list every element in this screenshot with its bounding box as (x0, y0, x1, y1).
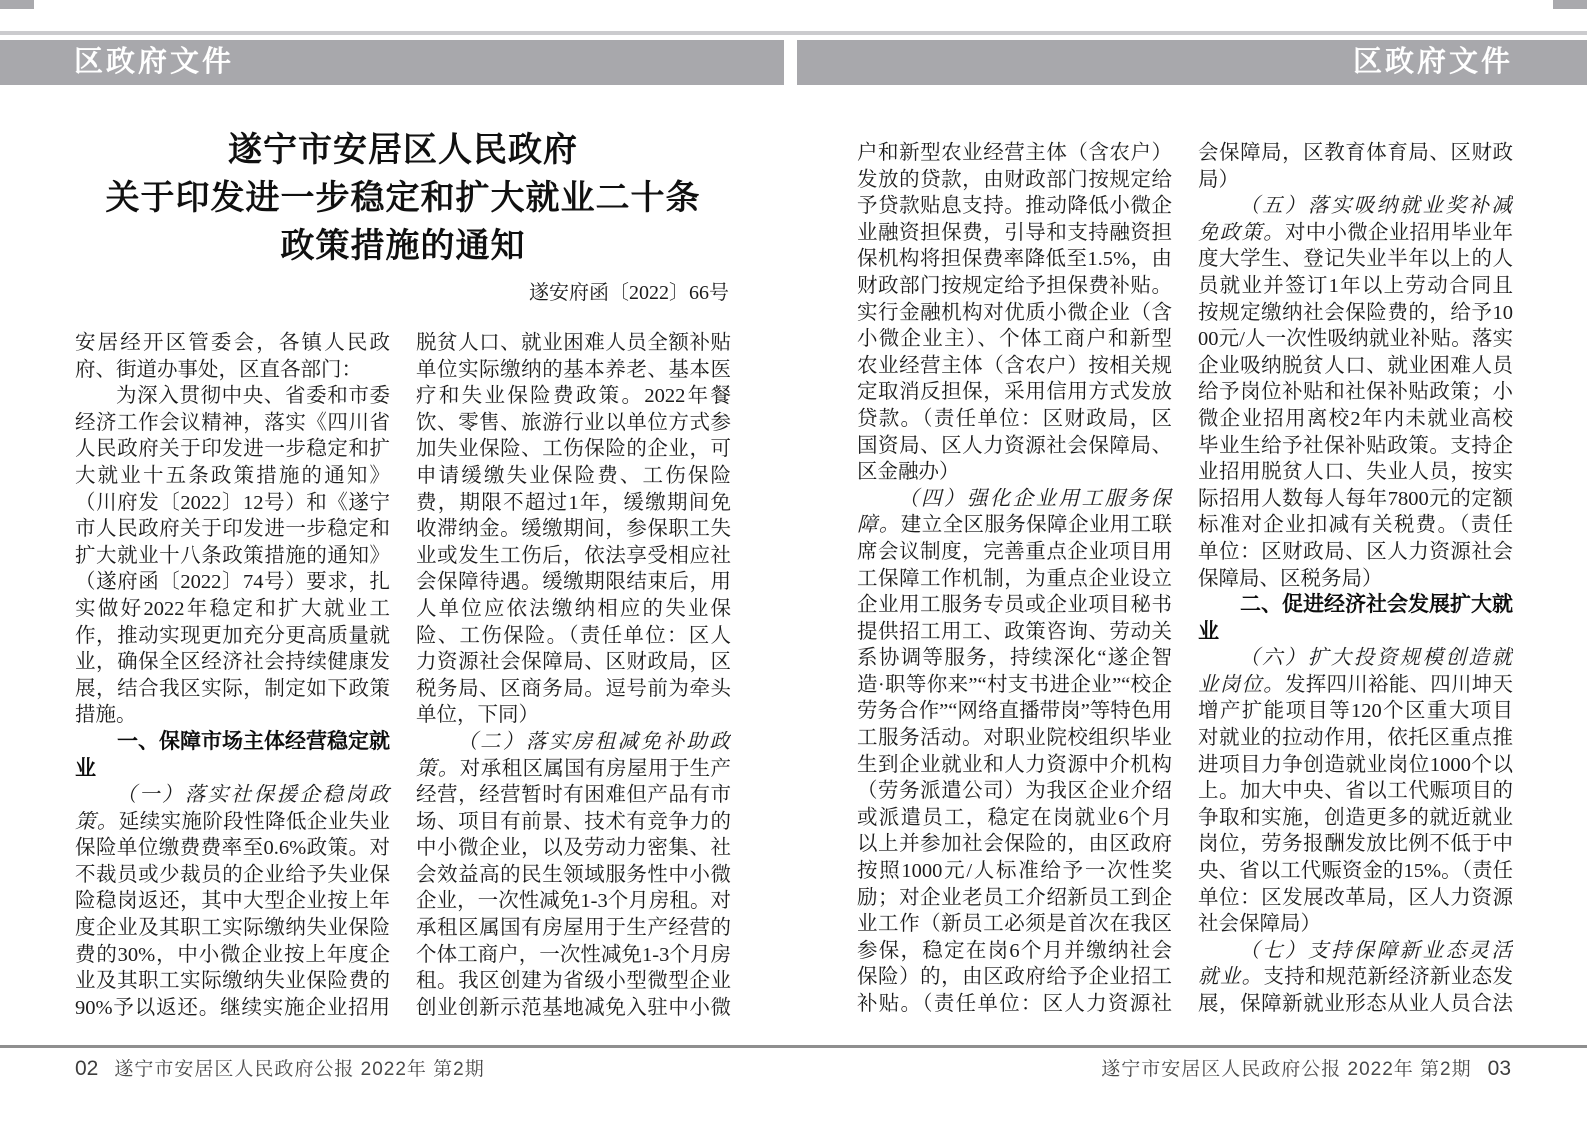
section-1-heading: 一、保障市场主体经营稳定就业 (75, 729, 390, 780)
policy-item-6-lead: （六）扩大投资规模创造就业岗位。 (1198, 647, 1513, 696)
page-right (857, 0, 1513, 1122)
print-mark-right (1553, 0, 1587, 9)
footer-left-title: 遂宁市安居区人民政府公报 2022年 第2期 (114, 1059, 485, 1080)
policy-item-4-text: 建立全区服务保障企业用工联席会议制度，完善重点企业项目用工保障工作机制，为重点企业设立企业用工服务专员或企业项目秘书提供招工用工、政策咨询、劳动关系协调等服务，持续深化“遂企智造·职等你来”“村支书进企业”“校企劳务合作”“网络直播带岗”等特色用工服务活动。对职业院校组织毕业生到企业就业和人力资源中介机构（劳务派遣公司）为我区企业介绍或派遣员工，稳定在岗就业6个月以上并参加社会保险的，由区政府按照1000元/人标准给予一次性奖励；对企业老员工介绍新员工到企业工作（新员工必须是首次在我区参保，稳定在岗6个月并缴纳社会保险）的，由区政府给予企业招工补贴。（责任单位：区人力资源社会保障局，区教育体育局、区财政局） (857, 142, 1513, 1015)
policy-item-5-text: 对中小微企业招用毕业年度大学生、登记失业半年以上的人员就业并签订1年以上劳动合同且按规定缴纳社会保险费的，给予1000元/人一次性吸纳就业补贴。落实企业吸纳脱贫人口、就业困难人员给予岗位补贴和社保补贴政策；小微企业招用离校2年内未就业高校毕业生给予社保补贴政策。支持企业招用脱贫人口、失业人员，按实际招用人数每人每年7800元的定额标准对企业扣减有关税费。（责任单位：区财政局、区人力资源社会保障局、区税务局） (1198, 221, 1513, 590)
footer-right (1101, 1056, 1511, 1083)
intro-paragraph: 为深入贯彻中央、省委和市委经济工作会议精神，落实《四川省人民政府关于印发进一步稳定和扩大就业十五条政策措施的通知》（川府发〔2022〕12号）和《遂宁市人民政府关于印发进一步稳定和扩大就业十八条政策措施的通知》（遂府函〔2022〕74号）要求，扎实做好2022年稳定和扩大就业工作，推动实现更加充分更高质量就业，确保全区经济社会持续健康发展，结合我区实际，制定如下政策措施。 (75, 385, 390, 727)
banner-label: 区政府文件 (1352, 46, 1513, 78)
salutation-paragraph: 安居经开区管委会，各镇人民政府、街道办事处，区直各部门： (75, 332, 390, 381)
footer-right-title: 遂宁市安居区人民政府公报 2022年 第2期 (1101, 1059, 1472, 1080)
title-line-2: 关于印发进一步稳定和扩大就业二十条 (105, 179, 701, 217)
policy-item-6 (1198, 645, 1513, 938)
page-number-left: 02 (75, 1057, 99, 1080)
policy-item-4-lead: （四）强化企业用工服务保障。 (857, 487, 1172, 537)
policy-item-2-lead: （二）落实房租减免补助政策。 (416, 730, 731, 780)
document-number: 遂安府函〔2022〕66号 (529, 282, 729, 304)
policy-item-3-continuation: 户和新型农业经营主体（含农户）发放的贷款，由财政部门按规定给予贷款贴息支持。推动降低小微企业融资担保费，引导和支持融资担保机构将担保费率降低至1.5%，由财政部门按规定给予担保费补贴。实行金融机构对优质小微企业（含小微企业主）、个体工商户和新型农业经营主体（含农户）按相关规定取消反担保，采用信用方式发放贷款。（责任单位：区财政局，区国资局、区人力资源社会保障局、区金融办） (857, 142, 1172, 484)
print-mark-left (0, 0, 34, 9)
body-columns-left (75, 330, 731, 1032)
body-columns-right (857, 140, 1513, 1032)
policy-item-7-text: 支持和规范新经济新业态发展，保障新就业形态从业人员合法 (1198, 966, 1513, 1015)
document-title (75, 126, 731, 270)
footer-rule (0, 1045, 1587, 1048)
policy-item-2-text: 对承租区属国有房屋用于生产经营，经营暂时有困难但产品有市场、项目有前景、技术有竞争力的中小微企业，以及劳动力密集、社会效益高的民生领域服务性中小微企业，一次性减免1-3个月房租。对承租区属国有房屋用于生产经营的个体工商户，一次性减免1-3个月房租。我区创建为省级小型微型企业创业创新示范基地减免入驻中小微 (416, 757, 731, 1019)
policy-item-1-lead: （一）落实社保援企稳岗政策。 (75, 784, 390, 833)
policy-item-5 (1198, 193, 1513, 592)
banner-label: 区政府文件 (74, 46, 235, 78)
footer-left (75, 1056, 485, 1083)
section-2-heading: 二、促进经济社会发展扩大就业 (1198, 593, 1513, 643)
page-number-right: 03 (1487, 1057, 1511, 1080)
title-line-3: 政策措施的通知 (280, 227, 526, 265)
policy-item-5-lead: （五）落实吸纳就业奖补减免政策。 (1198, 195, 1513, 244)
policy-item-7-lead: （七）支持保障新业态灵活就业。 (1198, 939, 1513, 989)
policy-item-1-text: 延续实施阶段性降低企业失业保险单位缴费费率至0.6%政策。对不裁员或少裁员的企业给予失业保险稳岗返还，其中大型企业按上年度企业及其职工实际缴纳失业保险费的30%，中小微企业按上年度企业及其职工实际缴纳失业保险费的90%予以返还。继续实施企业招用脱贫人口、就业困难人员全额补贴单位实际缴纳的基本养老、基本医疗和失业保险费政策。2022年餐饮、零售、旅游行业以单位方式参加失业保险、工伤保险的企业，可申请缓缴失业保险费、工伤保险费，期限不超过1年，缓缴期间免收滞纳金。缓缴期间，参保职工失业或发生工伤后，依法享受相应社会保障待遇。缓缴期限结束后，用人单位应依法缴纳相应的失业保险、工伤保险。（责任单位：区人力资源社会保障局、区财政局，区税务局、区商务局。逗号前为牵头单位，下同） (75, 332, 731, 1019)
policy-item-6-text: 发挥四川裕能、四川坤天增产扩能项目等120个区重大项目对就业的拉动作用，依托区重点推进项目力争创造就业岗位1000个以上。加大中央、省以工代赈项目的争取和实施，创造更多的就近就业岗位，劳务报酬发放比例不低于中央、省以工代赈资金的15%。（责任单位：区发展改革局，区人力资源社会保障局） (1198, 673, 1513, 936)
title-line-1: 遂宁市安居区人民政府 (228, 131, 578, 169)
page-left (75, 0, 731, 1122)
